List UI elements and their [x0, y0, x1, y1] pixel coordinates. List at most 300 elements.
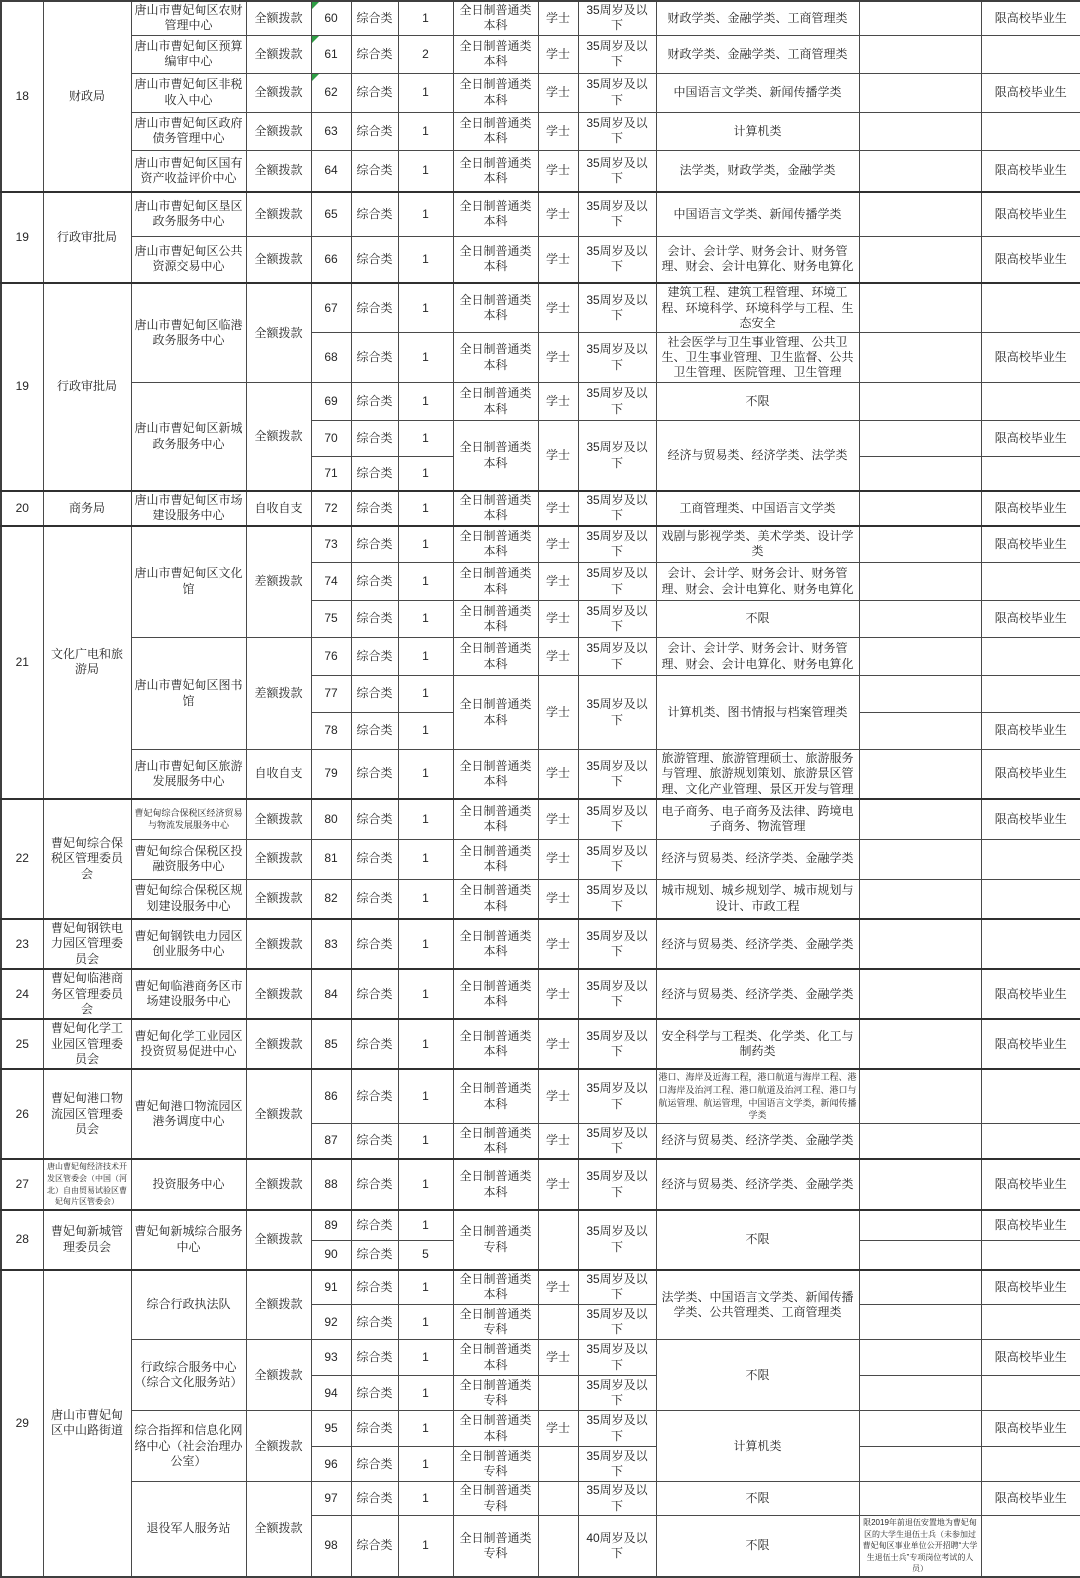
cell-text: 会计、会计学、财务会计、财务管理、财会、会计电算化、财务电算化 — [661, 641, 854, 671]
unit-cell — [131, 750, 246, 800]
degree-cell — [538, 839, 578, 879]
degree-cell — [538, 1340, 578, 1376]
cell-text: 财政学类、金融学类、工商管理类 — [667, 10, 848, 25]
cell-text: 法学类、中国语言文学类、新闻传播学类、公共管理类、工商管理类 — [661, 1289, 854, 1319]
restriction-cell — [981, 839, 1080, 879]
dept-cell — [43, 192, 131, 283]
funding-cell — [246, 1340, 311, 1411]
cell-text: 限高校毕业生 — [994, 1279, 1067, 1294]
table-row — [1, 799, 1080, 839]
cell-text: 71 — [324, 465, 338, 480]
cell-text: 93 — [324, 1350, 338, 1365]
code-cell — [311, 1305, 351, 1340]
unit-cell — [131, 526, 246, 638]
cell-text: 差额拨款 — [254, 574, 303, 589]
cell-text: 学士 — [545, 986, 570, 1001]
funding-cell — [246, 919, 311, 969]
cell-text: 综合类 — [356, 1036, 393, 1051]
education-cell — [453, 1019, 538, 1069]
funding-cell — [246, 1411, 311, 1482]
cell-text: 不限 — [745, 1367, 770, 1382]
cell-text: 1 — [422, 10, 429, 25]
major-cell — [656, 1515, 859, 1576]
cell-text: 35周岁及以下 — [586, 1448, 648, 1479]
cell-text: 1 — [422, 85, 429, 100]
age-cell — [578, 150, 656, 192]
unit-cell — [131, 150, 246, 192]
education-cell — [453, 1482, 538, 1516]
restriction-cell — [981, 1305, 1080, 1340]
degree-cell — [538, 491, 578, 526]
cell-text: 全日制普通类本科 — [459, 492, 532, 523]
table-row — [1, 969, 1080, 1019]
age-cell — [578, 1340, 656, 1376]
age-cell — [578, 1305, 656, 1340]
note-cell — [859, 1447, 981, 1482]
cell-text: 1 — [422, 1385, 429, 1400]
cell-text: 行政审批局 — [56, 230, 117, 245]
age-cell — [578, 333, 656, 383]
restriction-cell — [981, 969, 1080, 1019]
cell-text: 68 — [324, 350, 338, 365]
education-cell — [453, 73, 538, 112]
cell-text: 1 — [422, 1538, 429, 1553]
cell-text: 全额拨款 — [254, 206, 303, 221]
cell-text: 限高校毕业生 — [994, 1036, 1067, 1051]
code-cell — [311, 112, 351, 150]
cell-text: 35周岁及以下 — [586, 603, 648, 634]
cell-text: 限高校毕业生 — [994, 251, 1067, 266]
cell-text: 综合类 — [356, 123, 393, 138]
cell-text: 综合类 — [356, 1490, 393, 1505]
cell-text: 综合类 — [356, 766, 393, 781]
cell-text: 综合类 — [356, 1456, 393, 1471]
seq-cell — [1, 1, 43, 192]
code-cell — [311, 1069, 351, 1123]
major-cell — [656, 676, 859, 750]
funding-cell — [246, 1482, 311, 1577]
restriction-cell — [981, 421, 1080, 457]
category-cell — [351, 676, 398, 713]
table-row — [1, 35, 1080, 73]
degree-cell — [538, 1376, 578, 1411]
count-cell — [398, 1515, 453, 1576]
cell-text: 全日制普通类本科 — [459, 440, 532, 470]
unit-cell — [131, 969, 246, 1019]
cell-text: 唐山市曹妃甸区预算编审中心 — [134, 38, 243, 69]
unit-cell — [131, 1482, 246, 1577]
cell-text: 综合类 — [356, 936, 393, 951]
restriction-cell — [981, 638, 1080, 676]
code-cell — [311, 150, 351, 192]
cell-text: 综合类 — [356, 1538, 393, 1553]
cell-text: 全日制普通类本科 — [459, 758, 532, 789]
cell-text: 不限 — [745, 1232, 770, 1247]
cell-text: 法学类，财政学类，金融学类 — [679, 163, 836, 178]
dept-cell — [43, 1159, 131, 1209]
cell-text: 全额拨款 — [254, 123, 303, 138]
cell-text: 不限 — [745, 1538, 770, 1553]
cell-text: 2 — [422, 46, 429, 61]
restriction-cell — [981, 457, 1080, 491]
cell-text: 全日制普通类本科 — [459, 1413, 532, 1443]
cell-text: 全额拨款 — [254, 85, 303, 100]
seq-cell — [1, 1069, 43, 1159]
excel-error-flag-icon — [312, 2, 319, 9]
education-cell — [453, 638, 538, 676]
note-cell — [859, 1411, 981, 1447]
cell-text: 1 — [422, 431, 429, 446]
cell-text: 学士 — [545, 1133, 570, 1148]
table-row — [1, 150, 1080, 192]
major-cell — [656, 491, 859, 526]
cell-text: 不限 — [745, 394, 770, 409]
cell-text: 35周岁及以下 — [586, 697, 648, 727]
education-cell — [453, 1069, 538, 1123]
restriction-cell — [981, 799, 1080, 839]
cell-text: 1 — [422, 350, 429, 365]
funding-cell — [246, 969, 311, 1019]
cell-text: 限高校毕业生 — [994, 723, 1067, 738]
cell-text: 学士 — [545, 1350, 570, 1365]
cell-text: 26 — [15, 1106, 29, 1121]
note-cell — [859, 1210, 981, 1241]
cell-text: 不限 — [745, 1490, 770, 1505]
cell-text: 曹妃甸综合保税区投融资服务中心 — [134, 843, 243, 874]
category-cell — [351, 1447, 398, 1482]
cell-text: 综合类 — [356, 394, 393, 409]
cell-text: 综合行政执法队 — [146, 1297, 231, 1312]
age-cell — [578, 750, 656, 800]
age-cell — [578, 526, 656, 563]
cell-text: 限高校毕业生 — [994, 611, 1067, 626]
cell-text: 35周岁及以下 — [586, 978, 648, 1009]
cell-text: 全额拨款 — [254, 1367, 303, 1382]
category-cell — [351, 919, 398, 969]
major-cell — [656, 35, 859, 73]
degree-cell — [538, 112, 578, 150]
age-cell — [578, 383, 656, 421]
cell-text: 学士 — [545, 891, 570, 906]
count-cell — [398, 73, 453, 112]
note-cell — [859, 1, 981, 35]
cell-text: 70 — [324, 431, 338, 446]
education-cell — [453, 383, 538, 421]
cell-text: 唐山市曹妃甸区垦区政务服务中心 — [134, 199, 243, 229]
age-cell — [578, 236, 656, 283]
note-cell — [859, 112, 981, 150]
count-cell — [398, 526, 453, 563]
education-cell — [453, 839, 538, 879]
major-cell — [656, 563, 859, 601]
major-cell — [656, 1270, 859, 1340]
cell-text: 1 — [422, 500, 429, 515]
note-cell — [859, 1123, 981, 1159]
cell-text: 63 — [324, 123, 338, 138]
note-cell — [859, 1019, 981, 1069]
education-cell — [453, 1515, 538, 1576]
cell-text: 自收自支 — [254, 766, 303, 781]
count-cell — [398, 383, 453, 421]
restriction-cell — [981, 750, 1080, 800]
funding-cell — [246, 236, 311, 283]
cell-text: 唐山市曹妃甸区旅游发展服务中心 — [134, 758, 243, 789]
dept-cell — [43, 526, 131, 800]
cell-text: 全日制普通类本科 — [459, 697, 532, 727]
cell-text: 退役军人服务站 — [146, 1521, 231, 1536]
cell-text: 投资服务中心 — [152, 1176, 225, 1191]
age-cell — [578, 1210, 656, 1270]
age-cell — [578, 1515, 656, 1576]
unit-cell — [131, 236, 246, 283]
code-cell — [311, 713, 351, 750]
restriction-cell — [981, 879, 1080, 919]
count-cell — [398, 638, 453, 676]
cell-text: 92 — [324, 1314, 338, 1329]
cell-text: 行政综合服务中心（综合文化服务站） — [134, 1359, 243, 1390]
note-cell — [859, 526, 981, 563]
seq-cell — [1, 799, 43, 919]
degree-cell — [538, 1210, 578, 1270]
cell-text: 35周岁及以下 — [586, 1483, 648, 1513]
cell-text: 1 — [422, 766, 429, 781]
seq-cell — [1, 283, 43, 491]
major-cell — [656, 919, 859, 969]
cell-text: 电子商务、电子商务及法律、跨境电子商务、物流管理 — [661, 803, 854, 834]
age-cell — [578, 638, 656, 676]
cell-text: 94 — [324, 1385, 338, 1400]
cell-text: 学士 — [545, 1088, 570, 1103]
category-cell — [351, 112, 398, 150]
cell-text: 全日制普通类本科 — [459, 641, 532, 671]
cell-text: 综合类 — [356, 350, 393, 365]
education-cell — [453, 333, 538, 383]
cell-text: 学士 — [545, 851, 570, 866]
restriction-cell — [981, 1515, 1080, 1576]
cell-text: 综合类 — [356, 10, 393, 25]
dept-cell — [43, 1019, 131, 1069]
cell-text: 1 — [422, 573, 429, 588]
count-cell — [398, 563, 453, 601]
major-cell — [656, 73, 859, 112]
cell-text: 综合类 — [356, 986, 393, 1001]
cell-text: 35周岁及以下 — [586, 38, 648, 69]
age-cell — [578, 73, 656, 112]
cell-text: 曹妃甸新城综合服务中心 — [134, 1224, 243, 1254]
cell-text: 曹妃甸临港商务区市场建设服务中心 — [134, 978, 243, 1009]
table-row — [1, 283, 1080, 333]
table-row — [1, 1411, 1080, 1447]
cell-text: 35周岁及以下 — [586, 1028, 648, 1059]
note-cell — [859, 283, 981, 333]
funding-cell — [246, 150, 311, 192]
cell-text: 1 — [422, 251, 429, 266]
code-cell — [311, 638, 351, 676]
cell-text: 35周岁及以下 — [586, 1081, 648, 1111]
seq-cell — [1, 526, 43, 800]
restriction-cell — [981, 150, 1080, 192]
major-cell — [656, 1411, 859, 1482]
excel-error-flag-icon — [312, 74, 319, 81]
cell-text: 35周岁及以下 — [586, 155, 648, 185]
degree-cell — [538, 799, 578, 839]
degree-cell — [538, 879, 578, 919]
cell-text: 80 — [324, 811, 338, 826]
cell-text: 98 — [324, 1538, 338, 1553]
restriction-cell — [981, 713, 1080, 750]
funding-cell — [246, 283, 311, 383]
cell-text: 学士 — [545, 10, 570, 25]
cell-text: 综合类 — [356, 206, 393, 221]
seq-cell — [1, 491, 43, 526]
cell-text: 唐山市曹妃甸区国有资产收益评价中心 — [134, 155, 243, 185]
cell-text: 1 — [422, 723, 429, 738]
cell-text: 23 — [15, 936, 29, 951]
note-cell — [859, 1241, 981, 1270]
count-cell — [398, 601, 453, 638]
cell-text: 全日制普通类本科 — [459, 342, 532, 372]
restriction-cell — [981, 1, 1080, 35]
seq-cell — [1, 1270, 43, 1577]
cell-text: 综合类 — [356, 851, 393, 866]
cell-text: 72 — [324, 500, 338, 515]
cell-text: 综合类 — [356, 251, 393, 266]
cell-text: 综合类 — [356, 465, 393, 480]
funding-cell — [246, 73, 311, 112]
cell-text: 35周岁及以下 — [586, 440, 648, 470]
age-cell — [578, 563, 656, 601]
cell-text: 96 — [324, 1456, 338, 1471]
cell-text: 全额拨款 — [254, 46, 303, 61]
cell-text: 财政学类、金融学类、工商管理类 — [667, 46, 848, 61]
cell-text: 全日制普通类专科 — [459, 1448, 532, 1479]
major-cell — [656, 601, 859, 638]
count-cell — [398, 1376, 453, 1411]
unit-cell — [131, 35, 246, 73]
education-cell — [453, 1, 538, 35]
cell-text: 学士 — [545, 704, 570, 719]
cell-text: 学士 — [545, 46, 570, 61]
count-cell — [398, 676, 453, 713]
cell-text: 曹妃甸钢铁电力园区创业服务中心 — [134, 928, 243, 959]
cell-text: 综合类 — [356, 1385, 393, 1400]
note-cell — [859, 919, 981, 969]
note-cell — [859, 73, 981, 112]
education-cell — [453, 192, 538, 236]
note-cell — [859, 1376, 981, 1411]
cell-text: 全额拨款 — [254, 1232, 303, 1247]
cell-text: 唐山市曹妃甸区公共资源交易中心 — [134, 244, 243, 274]
cell-text: 1 — [422, 686, 429, 701]
note-cell — [859, 1069, 981, 1123]
degree-cell — [538, 383, 578, 421]
cell-text: 学士 — [545, 766, 570, 781]
cell-text: 73 — [324, 536, 338, 551]
cell-text: 全日制普通类本科 — [459, 928, 532, 959]
cell-text: 1 — [422, 611, 429, 626]
degree-cell — [538, 35, 578, 73]
degree-cell — [538, 236, 578, 283]
cell-text: 1 — [422, 465, 429, 480]
category-cell — [351, 526, 398, 563]
cell-text: 唐山市曹妃甸区中山路街道 — [50, 1407, 123, 1438]
cell-text: 90 — [324, 1247, 338, 1262]
cell-text: 全额拨款 — [254, 251, 303, 266]
cell-text: 全日制普通类本科 — [459, 1081, 532, 1111]
cell-text: 经济与贸易类、经济学类、金融学类 — [661, 986, 854, 1001]
cell-text: 计算机类 — [733, 123, 782, 138]
table-row — [1, 236, 1080, 283]
major-cell — [656, 1482, 859, 1516]
education-cell — [453, 526, 538, 563]
code-cell — [311, 35, 351, 73]
education-cell — [453, 879, 538, 919]
cell-text: 曹妃甸综合保税区经济贸易与物流发展服务中心 — [134, 807, 243, 831]
cell-text: 全额拨款 — [254, 851, 303, 866]
seq-cell — [1, 192, 43, 283]
category-cell — [351, 601, 398, 638]
category-cell — [351, 638, 398, 676]
unit-cell — [131, 283, 246, 383]
cell-text: 35周岁及以下 — [586, 492, 648, 523]
major-cell — [656, 1, 859, 35]
cell-text: 学士 — [545, 447, 570, 462]
cell-text: 21 — [15, 654, 29, 669]
code-cell — [311, 1210, 351, 1241]
age-cell — [578, 1069, 656, 1123]
unit-cell — [131, 192, 246, 236]
count-cell — [398, 1241, 453, 1270]
major-cell — [656, 969, 859, 1019]
code-cell — [311, 1019, 351, 1069]
count-cell — [398, 919, 453, 969]
cell-text: 35周岁及以下 — [586, 1272, 648, 1302]
cell-text: 全日制普通类专科 — [459, 1530, 532, 1560]
count-cell — [398, 1019, 453, 1069]
cell-text: 1 — [422, 1133, 429, 1148]
cell-text: 限高校毕业生 — [994, 1350, 1067, 1365]
cell-text: 全日制普通类本科 — [459, 528, 532, 559]
code-cell — [311, 1270, 351, 1305]
cell-text: 全日制普通类本科 — [459, 3, 532, 33]
cell-text: 35周岁及以下 — [586, 928, 648, 959]
code-cell — [311, 750, 351, 800]
cell-text: 1 — [422, 1421, 429, 1436]
degree-cell — [538, 333, 578, 383]
age-cell — [578, 1019, 656, 1069]
code-cell — [311, 1482, 351, 1516]
degree-cell — [538, 1447, 578, 1482]
cell-text: 1 — [422, 986, 429, 1001]
education-cell — [453, 1411, 538, 1447]
cell-text: 学士 — [545, 536, 570, 551]
note-cell — [859, 383, 981, 421]
restriction-cell — [981, 333, 1080, 383]
note-cell — [859, 969, 981, 1019]
cell-text: 自收自支 — [254, 500, 303, 515]
cell-text: 全日制普通类本科 — [459, 566, 532, 596]
cell-text: 全日制普通类本科 — [459, 77, 532, 107]
count-cell — [398, 1069, 453, 1123]
category-cell — [351, 1270, 398, 1305]
code-cell — [311, 383, 351, 421]
category-cell — [351, 383, 398, 421]
funding-cell — [246, 192, 311, 236]
age-cell — [578, 601, 656, 638]
cell-text: 1 — [422, 1314, 429, 1329]
cell-text: 65 — [324, 206, 338, 221]
cell-text: 全日制普通类专科 — [459, 1306, 532, 1337]
